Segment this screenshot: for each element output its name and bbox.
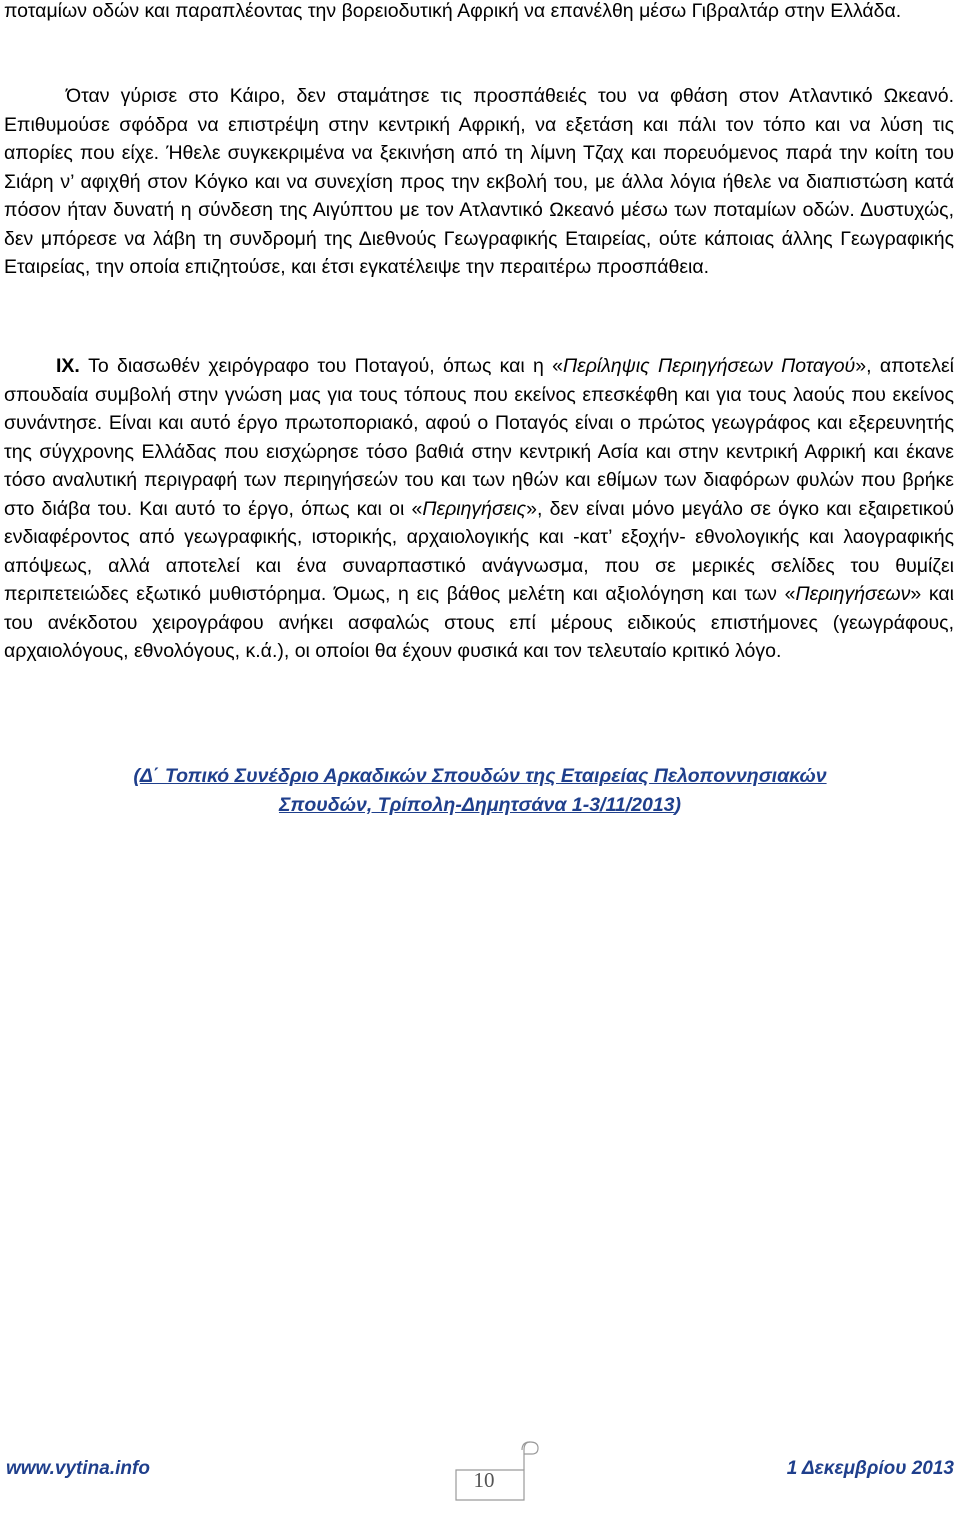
paragraph-ix bbox=[4, 352, 954, 666]
paragraph-ix-italic-3: Περιηγήσεων bbox=[795, 583, 911, 605]
paragraph-ix-italic-2: Περιηγήσεις bbox=[422, 497, 527, 520]
paragraph-ix-text-3: », δεν είναι μόνο μεγάλο σε όγκο και εξαιρετικού ενδιαφέροντος από γεωγραφικής, ιστορικής, αρχαιολογικής και -κατ’ εξοχήν- εθνολογικής και λαογραφικής απόψεως, αλλά αποτελεί και ένα συναρπαστικό ανάγνωσμα, που σε μερικές σελίδες του θυμίζει περιπετειώδες εξωτικό μυθιστόρημα. Όμως, η εις βάθος μελέτη και αξιολόγηση και των « bbox=[4, 497, 954, 605]
paragraph-continued: ποταμίων οδών και παραπλέοντας την βορειοδυτική Αφρική να επανέλθη μέσω Γιβραλτάρ στην Ελλάδα. bbox=[4, 0, 902, 22]
footer-date: 1 Δεκεμβρίου 2013 bbox=[786, 1458, 954, 1479]
section-number: IX. bbox=[56, 355, 80, 377]
conference-line-2: Σπουδών, Τρίπολη-Δημητσάνα 1-3/11/2013 bbox=[278, 794, 675, 816]
conference-open-paren: ( bbox=[133, 765, 140, 787]
conference-line-1: Δ΄ Τοπικό Συνέδριο Αρκαδικών Σπουδών της Εταιρείας Πελοποννησιακών bbox=[139, 765, 827, 787]
paragraph-ix-text-4: » και του ανέκδοτου χειρογράφου ανήκει ασφαλώς στους επί μέρους ειδικούς επιστήμονες (γεωγράφους, αρχαιολόγους, εθνολόγους, κ.ά.), οι οποίοι θα έχουν φυσικά και τον τελευταίο κριτικό λόγο. bbox=[4, 583, 954, 662]
footer-website: www.vytina.info bbox=[6, 1458, 150, 1479]
conference-citation bbox=[0, 762, 960, 820]
paragraph-ix-italic-1: Περίληψις Περιηγήσεων Ποταγού bbox=[563, 355, 856, 377]
paragraph-ix-text-1: Το διασωθέν χειρόγραφο του Ποταγού, όπως και η « bbox=[79, 355, 564, 377]
paragraph-ix-text-2: », αποτελεί σπουδαία συμβολή στην γνώση μας για τους τόπους που εκείνος επεσκέφθη και για τους λαούς που εκείνος συνάντησε. Είναι και αυτό έργο πρωτοποριακό, αφού ο Ποταγός είναι ο πρώτος γεωγράφος και εξερευνητής της σύγχρονης Ελλάδας που εισχώρησε τόσο βαθιά στην κεντρική Ασία και στην κεντρική Αφρική και έκανε τόσο αναλυτική περιγραφή των περιηγήσεών του και των ηθών και εθίμων των διαφόρων φυλών που βρήκε στο διάβα του. Και αυτό το έργο, όπως και οι « bbox=[4, 355, 955, 520]
page-number: 10 bbox=[473, 1468, 495, 1492]
conference-close-paren: ) bbox=[674, 794, 682, 816]
paragraph-return-to-cairo: Όταν γύρισε στο Κάιρο, δεν σταμάτησε τις προσπάθειές του να φθάση στον Ατλαντικό Ωκεανό. Επιθυμούσε σφόδρα να επιστρέψη στην κεντρική Αφρική, να εξετάση και πάλι τον τόπο και να λύση τις απορίες που είχε. Ήθελε συγκεκριμένα να ξεκινήση από τη λίμνη Τζαχ και πορευόμενος παρά την κοίτη του Σιάρη ν’ αφιχθή στον Κόγκο και να συνεχίση προς την εκβολή του, με άλλα λόγια ήθελε να διαπιστώση κατά πόσον ήταν δυνατή η σύνδεση της Αιγύπτου με τον Ατλαντικό Ωκεανό μέσω των ποταμίων οδών. Δυστυχώς, δεν μπόρεσε να λάβη τη συνδρομή της Διεθνούς Γεωγραφικής Εταιρείας, ούτε κάποιας άλλης Γεωγραφικής Εταιρείας, την οποία επιζητούσε, και έτσι εγκατέλειψε την περαιτέρω προσπάθεια. bbox=[4, 85, 954, 278]
